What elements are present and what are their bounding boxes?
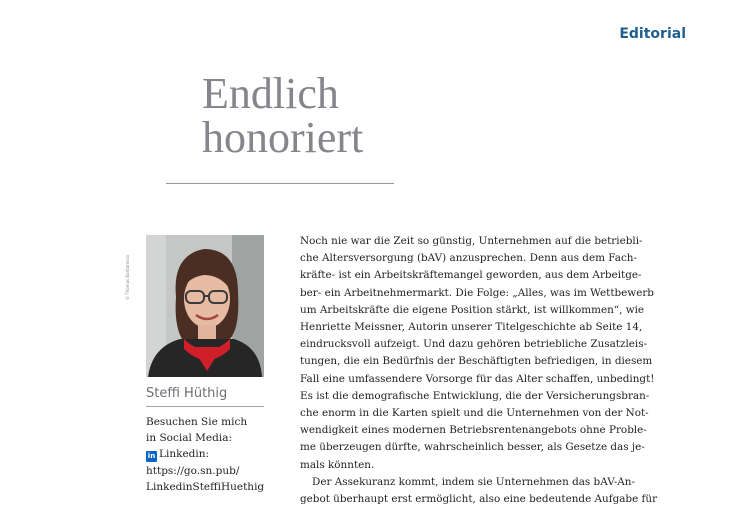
body-line: Es ist die demografische Entwicklung, die der Versicherungsbran- xyxy=(300,389,650,402)
social-media-box xyxy=(146,414,296,495)
body-line: um Arbeitskräfte die eigene Position stärkt, ist willkommen“, wie xyxy=(300,303,645,316)
author-name: Steffi Hüthig xyxy=(146,386,228,401)
headline-divider xyxy=(166,183,394,184)
linkedin-url-line-1[interactable]: https://go.sn.pub/ xyxy=(146,464,240,477)
author-divider xyxy=(146,406,264,407)
author-portrait-image xyxy=(146,235,264,377)
body-line: Noch nie war die Zeit so günstig, Unternehmen auf die betriebli- xyxy=(300,235,643,247)
body-line: mals könnten. xyxy=(300,458,375,471)
body-line: wendigkeit eines modernen Betriebsrentenangebots ohne Proble- xyxy=(300,424,647,437)
body-line: Fall eine umfassendere Vorsorge für das Alter schaffen, unbedingt! xyxy=(300,372,655,385)
paragraph-1 xyxy=(300,233,655,474)
body-line: me überzeugen dürfte, wahrscheinlich besser, als Gesetze das je- xyxy=(300,441,645,454)
body-line: che Altersversorgung (bAV) anzusprechen. Denn aus dem Fach- xyxy=(300,252,637,265)
headline-line-1: Endlich xyxy=(202,69,339,118)
author-photo xyxy=(146,235,264,377)
body-line: Henriette Meissner, Autorin unserer Titelgeschichte ab Seite 14, xyxy=(300,321,643,334)
body-line: ber- ein Arbeitnehmermarkt. Die Folge: „Alles, was im Wettbewerb xyxy=(300,286,654,299)
social-line-2: in Social Media: xyxy=(146,432,233,445)
headline-line-2: honoriert xyxy=(202,113,364,162)
article-body xyxy=(300,233,658,508)
body-line: kräfte- ist ein Arbeitskräftemangel geworden, aus dem Arbeitge- xyxy=(300,269,642,282)
paragraph-2 xyxy=(300,474,658,508)
linkedin-row[interactable] xyxy=(146,446,296,462)
headline xyxy=(202,69,462,162)
social-line-1: Besuchen Sie mich xyxy=(146,416,248,428)
body-line: Der Assekuranz kommt, indem sie Unternehmen das bAV-An- xyxy=(312,475,635,488)
body-line: gebot überhaupt erst ermöglicht, also eine bedeutende Aufgabe für xyxy=(300,493,658,506)
body-line: tungen, die ein Bedürfnis der Beschäftigten befriedigen, in diesem xyxy=(300,355,653,368)
section-label: Editorial xyxy=(619,26,686,42)
linkedin-label: Linkedin: xyxy=(159,448,210,461)
photo-credit: © Thomas Barbarossa xyxy=(125,255,130,300)
linkedin-icon: in xyxy=(147,452,156,461)
body-line: eindrucksvoll aufzeigt. Und dazu gehören betriebliche Zusatzleis- xyxy=(300,338,648,351)
body-line: che enorm in die Karten spielt und die Unternehmen von der Not- xyxy=(300,407,649,420)
linkedin-url-line-2[interactable]: LinkedinSteffiHuethig xyxy=(146,480,265,493)
